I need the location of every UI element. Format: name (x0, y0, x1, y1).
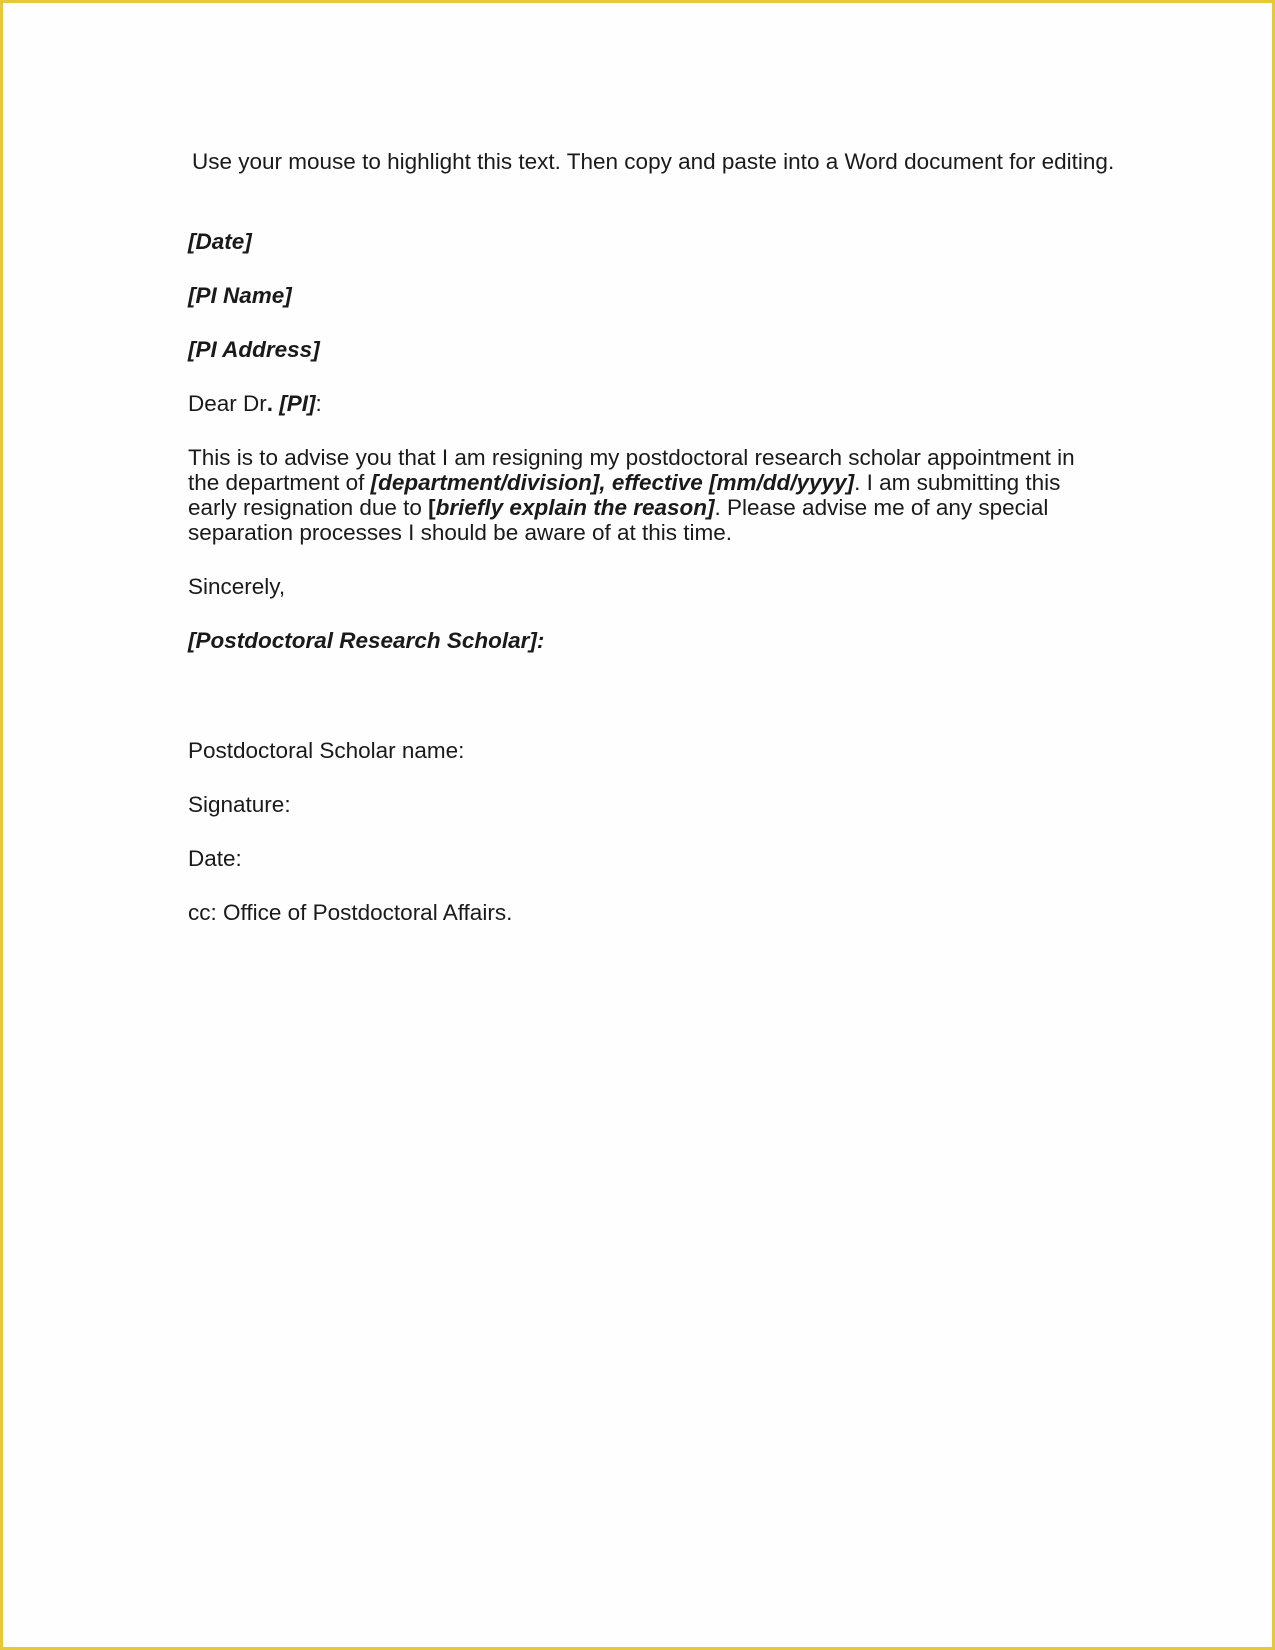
salutation-pi: [PI] (279, 391, 316, 416)
body-reason-placeholder: briefly explain the reason] (435, 495, 715, 520)
salutation (188, 391, 1108, 416)
signature-field: Signature: (188, 792, 291, 817)
date-field: Date: (188, 846, 242, 871)
cc-line: cc: Office of Postdoctoral Affairs. (188, 900, 513, 925)
pi-name-placeholder: [PI Name] (188, 283, 292, 308)
body-part-3: . I am submitting this early resignation due to (188, 470, 1061, 520)
salutation-dot: . (266, 391, 274, 416)
pi-address-placeholder: [PI Address] (188, 337, 320, 362)
body-part-1: This is to advise you that I am resigning my postdoctoral research scholar appointment in the department of (188, 445, 1075, 495)
scholar-name-field: Postdoctoral Scholar name: (188, 738, 465, 763)
body-department-effective: [department/division], effective [mm/dd/yyyy] (370, 470, 855, 495)
body-bracket: [ (428, 495, 436, 520)
date-placeholder: [Date] (188, 229, 252, 254)
salutation-prefix: Dear Dr (188, 391, 267, 416)
signer-placeholder: [Postdoctoral Research Scholar]: (188, 628, 545, 653)
body-paragraph (188, 445, 1108, 545)
letter-content (188, 149, 1115, 954)
salutation-colon: : (315, 391, 322, 416)
closing: Sincerely, (188, 574, 286, 599)
instruction-text: Use your mouse to highlight this text. Then copy and paste into a Word document for editing. (192, 149, 1115, 174)
body-part-6: . Please advise me of any special separation processes I should be aware of at this time. (188, 495, 1049, 545)
